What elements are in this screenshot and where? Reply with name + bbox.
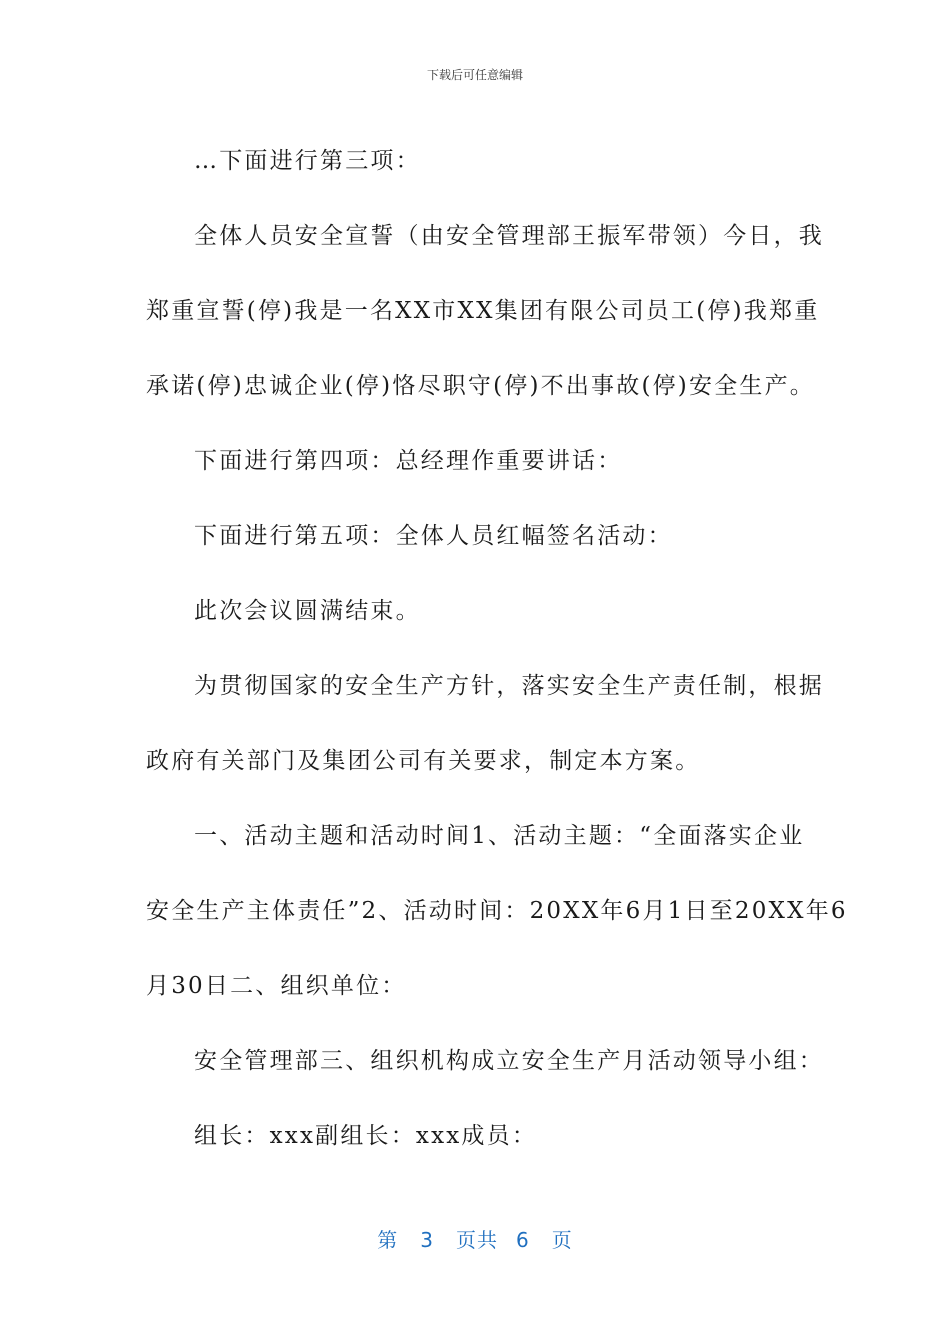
footer-middle: 页共: [456, 1228, 498, 1252]
footer-suffix: 页: [551, 1228, 573, 1252]
footer-prefix: 第: [377, 1228, 399, 1252]
body-line: 月30日二、组织单位：: [146, 973, 407, 999]
footer-total-pages: 6: [516, 1228, 530, 1252]
document-body: [146, 124, 848, 1174]
header-note: 下载后可任意编辑: [426, 68, 523, 82]
body-line: 一、活动主题和活动时间1、活动主题：“全面落实企业: [194, 823, 805, 849]
body-line: 此次会议圆满结束。: [194, 598, 421, 624]
body-line: 下面进行第五项：全体人员红幅签名活动：: [194, 523, 673, 549]
body-line: 郑重宣誓(停)我是一名XX市XX集团有限公司员工(停)我郑重: [146, 298, 820, 324]
body-line: …下面进行第三项：: [194, 148, 421, 174]
body-line: 全体人员安全宣誓（由安全管理部王振军带领）今日，我: [194, 223, 824, 249]
body-line: 政府有关部门及集团公司有关要求，制定本方案。: [146, 748, 701, 774]
body-line: 组长：xxx副组长：xxx成员：: [194, 1123, 538, 1149]
page-number-footer: [0, 1224, 950, 1253]
body-line: 承诺(停)忠诚企业(停)恪尽职守(停)不出事故(停)安全生产。: [146, 373, 815, 399]
body-line: 安全管理部三、组织机构成立安全生产月活动领导小组：: [194, 1048, 824, 1074]
body-line: 安全生产主体责任”2、活动时间：20XX年6月1日至20XX年6: [146, 898, 848, 924]
body-line: 下面进行第四项：总经理作重要讲话：: [194, 448, 623, 474]
footer-current-page: 3: [420, 1228, 434, 1252]
body-line: 为贯彻国家的安全生产方针，落实安全生产责任制，根据: [194, 673, 824, 699]
